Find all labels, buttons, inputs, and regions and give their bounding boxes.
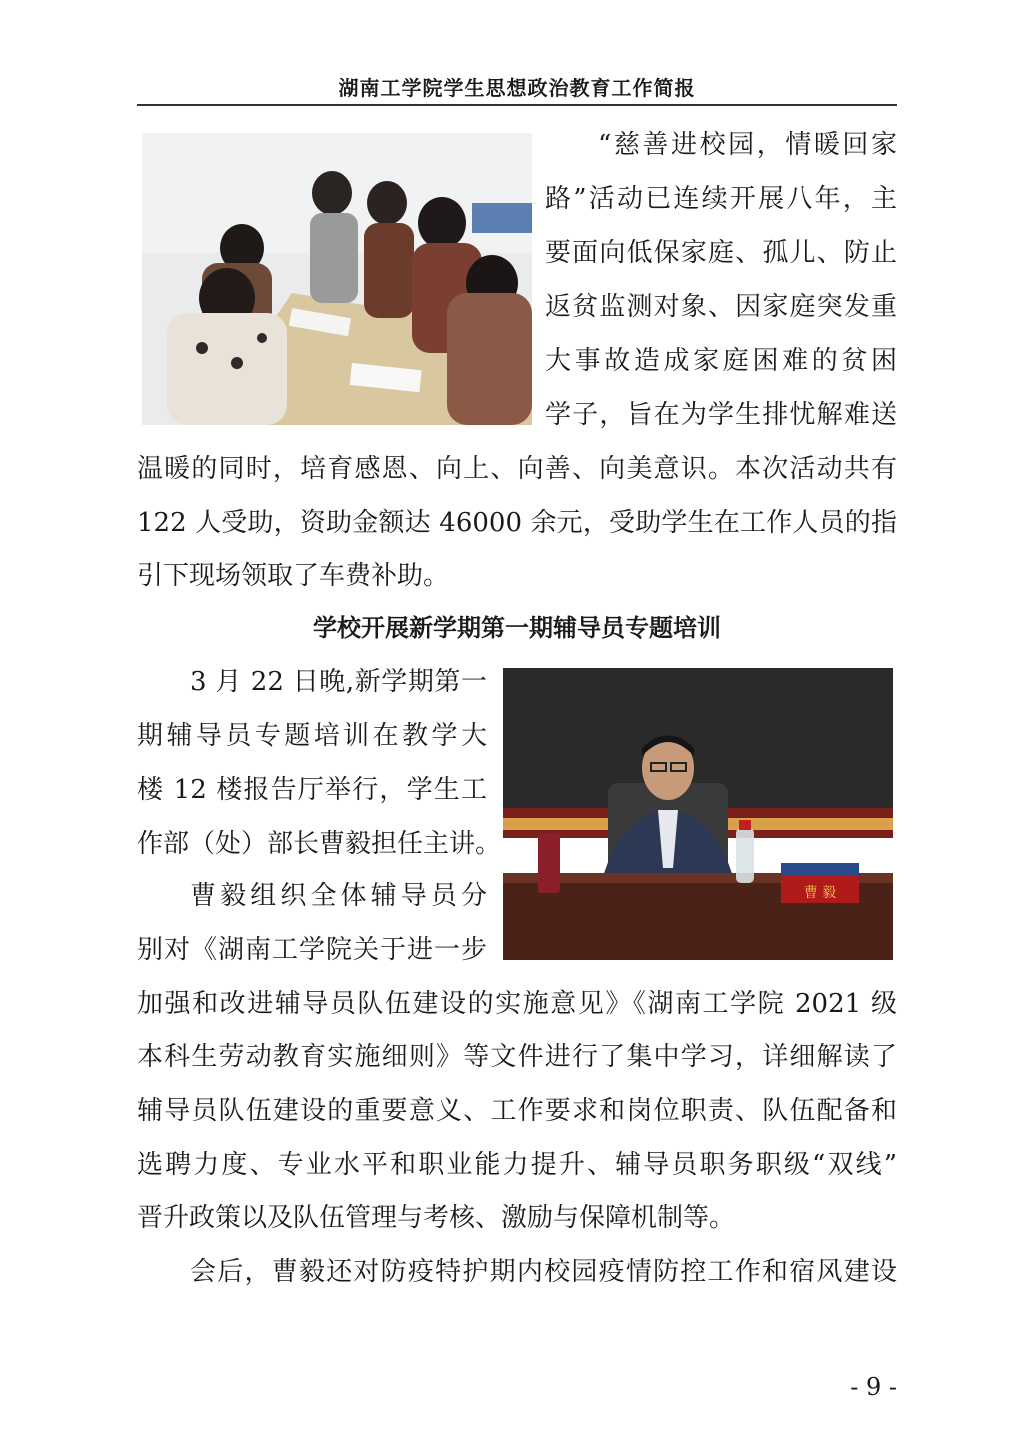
article2-line-10: 选聘力度、专业水平和职业能力提升、辅导员职务职级“双线”: [137, 1150, 897, 1180]
article1-line-7: 温暖的同时，培育感恩、向上、向善、向美意识。本次活动共有: [137, 454, 897, 484]
article2-line-9: 辅导员队伍建设的重要意义、工作要求和岗位职责、队伍配备和: [137, 1096, 897, 1126]
article1-line-4: 返贫监测对象、因家庭突发重: [545, 292, 897, 322]
article2-line-11: 晋升政策以及队伍管理与考核、激励与保障机制等。: [137, 1203, 736, 1233]
article1-line-9: 引下现场领取了车费补助。: [137, 561, 450, 591]
article2-line-1: 3 月 22 日晚,新学期第一: [190, 667, 487, 697]
article1-line-3: 要面向低保家庭、孤儿、防止: [545, 238, 897, 268]
article1-line-6: 学子，旨在为学生排忧解难送: [545, 400, 897, 430]
article2-line-2: 期辅导员专题培训在教学大: [137, 721, 487, 751]
article1-line-8: 122 人受助，资助金额达 46000 余元，受助学生在工作人员的指: [137, 508, 897, 538]
photo-students-signing: [142, 133, 532, 425]
nameplate-text: 曹 毅: [803, 885, 837, 901]
photo-speaker: [503, 668, 893, 960]
page-number: - 9 -: [850, 1373, 897, 1401]
article2-line-4: 作部（处）部长曹毅担任主讲。: [137, 829, 502, 859]
article1-line-1: “慈善进校园，情暖回家: [598, 130, 897, 160]
page-header: 湖南工学院学生思想政治教育工作简报: [137, 72, 897, 106]
article2-heading: 学校开展新学期第一期辅导员专题培训: [313, 614, 721, 642]
article2-line-3: 楼 12 楼报告厅举行，学生工: [137, 775, 487, 805]
article1-line-5: 大事故造成家庭困难的贫困: [545, 346, 897, 376]
article2-line-7: 加强和改进辅导员队伍建设的实施意见》《湖南工学院 2021 级: [137, 989, 897, 1019]
article2-line-12: 会后，曹毅还对防疫特护期内校园疫情防控工作和宿风建设: [190, 1257, 897, 1287]
article2-line-6: 别对《湖南工学院关于进一步: [137, 935, 487, 965]
article2-line-8: 本科生劳动教育实施细则》等文件进行了集中学习，详细解读了: [137, 1042, 897, 1072]
article1-line-2: 路”活动已连续开展八年，主: [545, 184, 897, 214]
article2-line-5: 曹毅组织全体辅导员分: [190, 881, 487, 911]
